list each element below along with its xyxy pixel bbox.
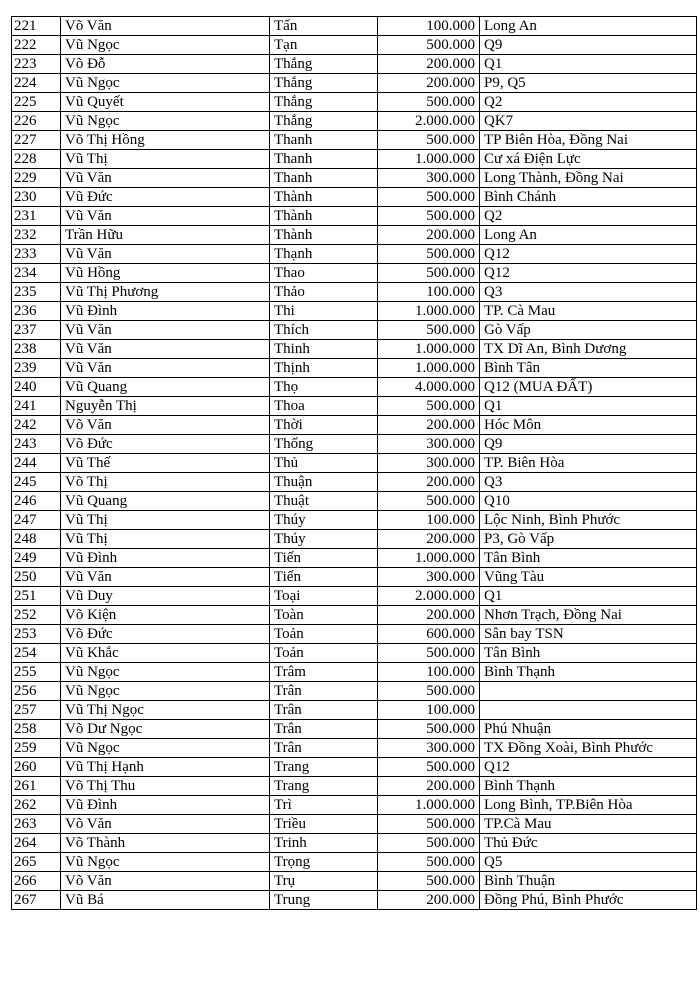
given-name-cell: Thanh: [270, 150, 378, 169]
address-cell: Long Thành, Đồng Nai: [480, 169, 697, 188]
given-name-cell: Trân: [270, 739, 378, 758]
table-row: [12, 150, 697, 169]
given-name-cell: Thinh: [270, 340, 378, 359]
amount-cell: 300.000: [378, 169, 480, 188]
address-cell: Q1: [480, 587, 697, 606]
table-row: [12, 226, 697, 245]
surname-middle-name-cell: Võ Dư Ngọc: [61, 720, 270, 739]
row-number-cell: 267: [12, 891, 61, 910]
row-number-cell: 265: [12, 853, 61, 872]
amount-cell: 500.000: [378, 644, 480, 663]
given-name-cell: Thạnh: [270, 245, 378, 264]
table-row: [12, 169, 697, 188]
table-row: [12, 454, 697, 473]
given-name-cell: Toàn: [270, 606, 378, 625]
amount-cell: 200.000: [378, 606, 480, 625]
address-cell: Đồng Phú, Bình Phước: [480, 891, 697, 910]
surname-middle-name-cell: Vũ Ngọc: [61, 682, 270, 701]
table-row: [12, 416, 697, 435]
amount-cell: 200.000: [378, 74, 480, 93]
amount-cell: 200.000: [378, 777, 480, 796]
address-cell: TP.Cà Mau: [480, 815, 697, 834]
row-number-cell: 266: [12, 872, 61, 891]
address-cell: Lộc Ninh, Bình Phước: [480, 511, 697, 530]
given-name-cell: Trụ: [270, 872, 378, 891]
given-name-cell: Thắng: [270, 55, 378, 74]
amount-cell: 100.000: [378, 511, 480, 530]
address-cell: TP. Cà Mau: [480, 302, 697, 321]
given-name-cell: Thao: [270, 264, 378, 283]
amount-cell: 500.000: [378, 834, 480, 853]
table-row: [12, 511, 697, 530]
given-name-cell: Thủ: [270, 454, 378, 473]
surname-middle-name-cell: Vũ Hồng: [61, 264, 270, 283]
row-number-cell: 229: [12, 169, 61, 188]
row-number-cell: 232: [12, 226, 61, 245]
address-cell: P3, Gò Vấp: [480, 530, 697, 549]
row-number-cell: 238: [12, 340, 61, 359]
surname-middle-name-cell: Vũ Thị Ngọc: [61, 701, 270, 720]
given-name-cell: Thắng: [270, 74, 378, 93]
address-cell: Sân bay TSN: [480, 625, 697, 644]
given-name-cell: Thúy: [270, 530, 378, 549]
surname-middle-name-cell: Võ Đỗ: [61, 55, 270, 74]
row-number-cell: 228: [12, 150, 61, 169]
amount-cell: 1.000.000: [378, 150, 480, 169]
address-cell: Q2: [480, 207, 697, 226]
given-name-cell: Thi: [270, 302, 378, 321]
table-row: [12, 606, 697, 625]
table-row: [12, 549, 697, 568]
address-cell: TP Biên Hòa, Đồng Nai: [480, 131, 697, 150]
row-number-cell: 263: [12, 815, 61, 834]
given-name-cell: Thống: [270, 435, 378, 454]
address-cell: TX Dĩ An, Bình Dương: [480, 340, 697, 359]
row-number-cell: 235: [12, 283, 61, 302]
row-number-cell: 250: [12, 568, 61, 587]
row-number-cell: 264: [12, 834, 61, 853]
address-cell: Q12 (MUA ĐẤT): [480, 378, 697, 397]
amount-cell: 2.000.000: [378, 587, 480, 606]
address-cell: Gò Vấp: [480, 321, 697, 340]
amount-cell: 300.000: [378, 568, 480, 587]
row-number-cell: 221: [12, 17, 61, 36]
table-row: [12, 530, 697, 549]
row-number-cell: 256: [12, 682, 61, 701]
given-name-cell: Thanh: [270, 131, 378, 150]
row-number-cell: 241: [12, 397, 61, 416]
amount-cell: 500.000: [378, 853, 480, 872]
amount-cell: 200.000: [378, 530, 480, 549]
table-row: [12, 834, 697, 853]
amount-cell: 1.000.000: [378, 340, 480, 359]
given-name-cell: Tiến: [270, 549, 378, 568]
amount-cell: 500.000: [378, 245, 480, 264]
surname-middle-name-cell: Võ Văn: [61, 815, 270, 834]
surname-middle-name-cell: Vũ Ngọc: [61, 663, 270, 682]
row-number-cell: 240: [12, 378, 61, 397]
amount-cell: 200.000: [378, 416, 480, 435]
address-cell: Nhơn Trạch, Đồng Nai: [480, 606, 697, 625]
row-number-cell: 245: [12, 473, 61, 492]
surname-middle-name-cell: Vũ Văn: [61, 321, 270, 340]
given-name-cell: Trang: [270, 777, 378, 796]
address-cell: Q3: [480, 473, 697, 492]
donor-table: [11, 16, 697, 910]
address-cell: Cư xá Điện Lực: [480, 150, 697, 169]
given-name-cell: Trinh: [270, 834, 378, 853]
donor-table-body: [12, 17, 697, 910]
surname-middle-name-cell: Vũ Duy: [61, 587, 270, 606]
given-name-cell: Thành: [270, 188, 378, 207]
row-number-cell: 233: [12, 245, 61, 264]
row-number-cell: 262: [12, 796, 61, 815]
amount-cell: 500.000: [378, 264, 480, 283]
address-cell: Vũng Tàu: [480, 568, 697, 587]
table-row: [12, 815, 697, 834]
table-row: [12, 36, 697, 55]
surname-middle-name-cell: Võ Văn: [61, 17, 270, 36]
table-row: [12, 872, 697, 891]
table-row: [12, 359, 697, 378]
surname-middle-name-cell: Vũ Quang: [61, 492, 270, 511]
surname-middle-name-cell: Vũ Văn: [61, 340, 270, 359]
surname-middle-name-cell: Võ Kiện: [61, 606, 270, 625]
given-name-cell: Tạn: [270, 36, 378, 55]
table-row: [12, 758, 697, 777]
given-name-cell: Thuật: [270, 492, 378, 511]
surname-middle-name-cell: Vũ Thị Hạnh: [61, 758, 270, 777]
surname-middle-name-cell: Nguyễn Thị: [61, 397, 270, 416]
row-number-cell: 251: [12, 587, 61, 606]
surname-middle-name-cell: Vũ Ngọc: [61, 36, 270, 55]
table-row: [12, 891, 697, 910]
surname-middle-name-cell: Vũ Thị Phương: [61, 283, 270, 302]
table-row: [12, 492, 697, 511]
given-name-cell: Trâm: [270, 663, 378, 682]
table-row: [12, 777, 697, 796]
address-cell: Long Bình, TP.Biên Hòa: [480, 796, 697, 815]
table-row: [12, 378, 697, 397]
table-row: [12, 283, 697, 302]
table-row: [12, 701, 697, 720]
address-cell: Q12: [480, 264, 697, 283]
amount-cell: 500.000: [378, 321, 480, 340]
surname-middle-name-cell: Võ Thành: [61, 834, 270, 853]
given-name-cell: Thành: [270, 207, 378, 226]
amount-cell: 500.000: [378, 93, 480, 112]
surname-middle-name-cell: Vũ Đình: [61, 796, 270, 815]
amount-cell: 300.000: [378, 435, 480, 454]
surname-middle-name-cell: Vũ Văn: [61, 207, 270, 226]
row-number-cell: 239: [12, 359, 61, 378]
address-cell: Long An: [480, 226, 697, 245]
amount-cell: 500.000: [378, 397, 480, 416]
surname-middle-name-cell: Vũ Ngọc: [61, 853, 270, 872]
address-cell: Q12: [480, 758, 697, 777]
given-name-cell: Thanh: [270, 169, 378, 188]
table-row: [12, 397, 697, 416]
amount-cell: 500.000: [378, 815, 480, 834]
given-name-cell: Thảo: [270, 283, 378, 302]
row-number-cell: 222: [12, 36, 61, 55]
given-name-cell: Trang: [270, 758, 378, 777]
address-cell: Bình Thạnh: [480, 777, 697, 796]
row-number-cell: 254: [12, 644, 61, 663]
given-name-cell: Thành: [270, 226, 378, 245]
row-number-cell: 237: [12, 321, 61, 340]
row-number-cell: 253: [12, 625, 61, 644]
surname-middle-name-cell: Vũ Ngọc: [61, 739, 270, 758]
given-name-cell: Thời: [270, 416, 378, 435]
row-number-cell: 246: [12, 492, 61, 511]
given-name-cell: Thoa: [270, 397, 378, 416]
amount-cell: 500.000: [378, 872, 480, 891]
given-name-cell: Trân: [270, 682, 378, 701]
given-name-cell: Trì: [270, 796, 378, 815]
table-row: [12, 131, 697, 150]
amount-cell: 500.000: [378, 682, 480, 701]
row-number-cell: 227: [12, 131, 61, 150]
amount-cell: 200.000: [378, 55, 480, 74]
row-number-cell: 247: [12, 511, 61, 530]
row-number-cell: 231: [12, 207, 61, 226]
surname-middle-name-cell: Vũ Văn: [61, 568, 270, 587]
amount-cell: 300.000: [378, 454, 480, 473]
address-cell: Q9: [480, 435, 697, 454]
given-name-cell: Thọ: [270, 378, 378, 397]
address-cell: Phú Nhuận: [480, 720, 697, 739]
amount-cell: 500.000: [378, 131, 480, 150]
given-name-cell: Trung: [270, 891, 378, 910]
amount-cell: 2.000.000: [378, 112, 480, 131]
row-number-cell: 261: [12, 777, 61, 796]
row-number-cell: 234: [12, 264, 61, 283]
given-name-cell: Thắng: [270, 112, 378, 131]
table-row: [12, 17, 697, 36]
row-number-cell: 230: [12, 188, 61, 207]
table-row: [12, 720, 697, 739]
surname-middle-name-cell: Vũ Văn: [61, 169, 270, 188]
amount-cell: 600.000: [378, 625, 480, 644]
amount-cell: 1.000.000: [378, 302, 480, 321]
address-cell: QK7: [480, 112, 697, 131]
surname-middle-name-cell: Võ Văn: [61, 416, 270, 435]
table-row: [12, 853, 697, 872]
surname-middle-name-cell: Võ Thị: [61, 473, 270, 492]
address-cell: Bình Chánh: [480, 188, 697, 207]
surname-middle-name-cell: Vũ Thế: [61, 454, 270, 473]
row-number-cell: 249: [12, 549, 61, 568]
row-number-cell: 225: [12, 93, 61, 112]
given-name-cell: Thuận: [270, 473, 378, 492]
address-cell: Q1: [480, 55, 697, 74]
row-number-cell: 226: [12, 112, 61, 131]
amount-cell: 500.000: [378, 758, 480, 777]
address-cell: Q1: [480, 397, 697, 416]
surname-middle-name-cell: Võ Đức: [61, 435, 270, 454]
surname-middle-name-cell: Vũ Văn: [61, 359, 270, 378]
amount-cell: 100.000: [378, 663, 480, 682]
surname-middle-name-cell: Võ Thị Thu: [61, 777, 270, 796]
amount-cell: 1.000.000: [378, 549, 480, 568]
given-name-cell: Tiến: [270, 568, 378, 587]
row-number-cell: 243: [12, 435, 61, 454]
table-row: [12, 74, 697, 93]
table-row: [12, 207, 697, 226]
table-row: [12, 435, 697, 454]
given-name-cell: Toại: [270, 587, 378, 606]
given-name-cell: Thịnh: [270, 359, 378, 378]
address-cell: Q3: [480, 283, 697, 302]
address-cell: Hóc Môn: [480, 416, 697, 435]
given-name-cell: Tấn: [270, 17, 378, 36]
row-number-cell: 244: [12, 454, 61, 473]
amount-cell: 100.000: [378, 17, 480, 36]
address-cell: Q10: [480, 492, 697, 511]
given-name-cell: Thúy: [270, 511, 378, 530]
row-number-cell: 255: [12, 663, 61, 682]
table-row: [12, 112, 697, 131]
given-name-cell: Toản: [270, 644, 378, 663]
row-number-cell: 260: [12, 758, 61, 777]
amount-cell: 500.000: [378, 492, 480, 511]
row-number-cell: 223: [12, 55, 61, 74]
table-row: [12, 739, 697, 758]
table-row: [12, 587, 697, 606]
table-row: [12, 568, 697, 587]
address-cell: TX Đồng Xoài, Bình Phước: [480, 739, 697, 758]
amount-cell: 1.000.000: [378, 796, 480, 815]
address-cell: Q5: [480, 853, 697, 872]
given-name-cell: Trân: [270, 701, 378, 720]
surname-middle-name-cell: Vũ Đình: [61, 549, 270, 568]
table-row: [12, 644, 697, 663]
amount-cell: 500.000: [378, 720, 480, 739]
table-row: [12, 302, 697, 321]
surname-middle-name-cell: Vũ Đức: [61, 188, 270, 207]
address-cell: P9, Q5: [480, 74, 697, 93]
table-row: [12, 188, 697, 207]
given-name-cell: Thắng: [270, 93, 378, 112]
surname-middle-name-cell: Vũ Ngọc: [61, 112, 270, 131]
surname-middle-name-cell: Vũ Bá: [61, 891, 270, 910]
surname-middle-name-cell: Võ Thị Hồng: [61, 131, 270, 150]
row-number-cell: 259: [12, 739, 61, 758]
table-row: [12, 796, 697, 815]
table-row: [12, 245, 697, 264]
table-row: [12, 264, 697, 283]
amount-cell: 500.000: [378, 36, 480, 55]
address-cell: Bình Thạnh: [480, 663, 697, 682]
given-name-cell: Trân: [270, 720, 378, 739]
table-row: [12, 340, 697, 359]
address-cell: [480, 682, 697, 701]
address-cell: Bình Thuận: [480, 872, 697, 891]
surname-middle-name-cell: Vũ Khắc: [61, 644, 270, 663]
amount-cell: 100.000: [378, 701, 480, 720]
amount-cell: 4.000.000: [378, 378, 480, 397]
address-cell: Tân Bình: [480, 644, 697, 663]
row-number-cell: 258: [12, 720, 61, 739]
amount-cell: 200.000: [378, 473, 480, 492]
amount-cell: 500.000: [378, 188, 480, 207]
row-number-cell: 242: [12, 416, 61, 435]
table-row: [12, 663, 697, 682]
address-cell: Thủ Đức: [480, 834, 697, 853]
given-name-cell: Toản: [270, 625, 378, 644]
row-number-cell: 252: [12, 606, 61, 625]
surname-middle-name-cell: Vũ Thị: [61, 511, 270, 530]
given-name-cell: Triều: [270, 815, 378, 834]
address-cell: Tân Bình: [480, 549, 697, 568]
surname-middle-name-cell: Vũ Quang: [61, 378, 270, 397]
amount-cell: 500.000: [378, 207, 480, 226]
table-row: [12, 55, 697, 74]
surname-middle-name-cell: Vũ Thị: [61, 530, 270, 549]
surname-middle-name-cell: Trần Hữu: [61, 226, 270, 245]
address-cell: Bình Tân: [480, 359, 697, 378]
surname-middle-name-cell: Vũ Văn: [61, 245, 270, 264]
table-row: [12, 625, 697, 644]
address-cell: Q2: [480, 93, 697, 112]
given-name-cell: Thích: [270, 321, 378, 340]
table-row: [12, 93, 697, 112]
address-cell: Long An: [480, 17, 697, 36]
row-number-cell: 224: [12, 74, 61, 93]
surname-middle-name-cell: Vũ Đình: [61, 302, 270, 321]
amount-cell: 1.000.000: [378, 359, 480, 378]
surname-middle-name-cell: Võ Đức: [61, 625, 270, 644]
surname-middle-name-cell: Vũ Quyết: [61, 93, 270, 112]
amount-cell: 100.000: [378, 283, 480, 302]
row-number-cell: 236: [12, 302, 61, 321]
table-row: [12, 473, 697, 492]
row-number-cell: 248: [12, 530, 61, 549]
amount-cell: 200.000: [378, 226, 480, 245]
address-cell: [480, 701, 697, 720]
table-row: [12, 682, 697, 701]
address-cell: Q9: [480, 36, 697, 55]
row-number-cell: 257: [12, 701, 61, 720]
amount-cell: 300.000: [378, 739, 480, 758]
surname-middle-name-cell: Vũ Thị: [61, 150, 270, 169]
surname-middle-name-cell: Vũ Ngọc: [61, 74, 270, 93]
address-cell: Q12: [480, 245, 697, 264]
surname-middle-name-cell: Võ Văn: [61, 872, 270, 891]
address-cell: TP. Biên Hòa: [480, 454, 697, 473]
amount-cell: 200.000: [378, 891, 480, 910]
given-name-cell: Trọng: [270, 853, 378, 872]
table-row: [12, 321, 697, 340]
